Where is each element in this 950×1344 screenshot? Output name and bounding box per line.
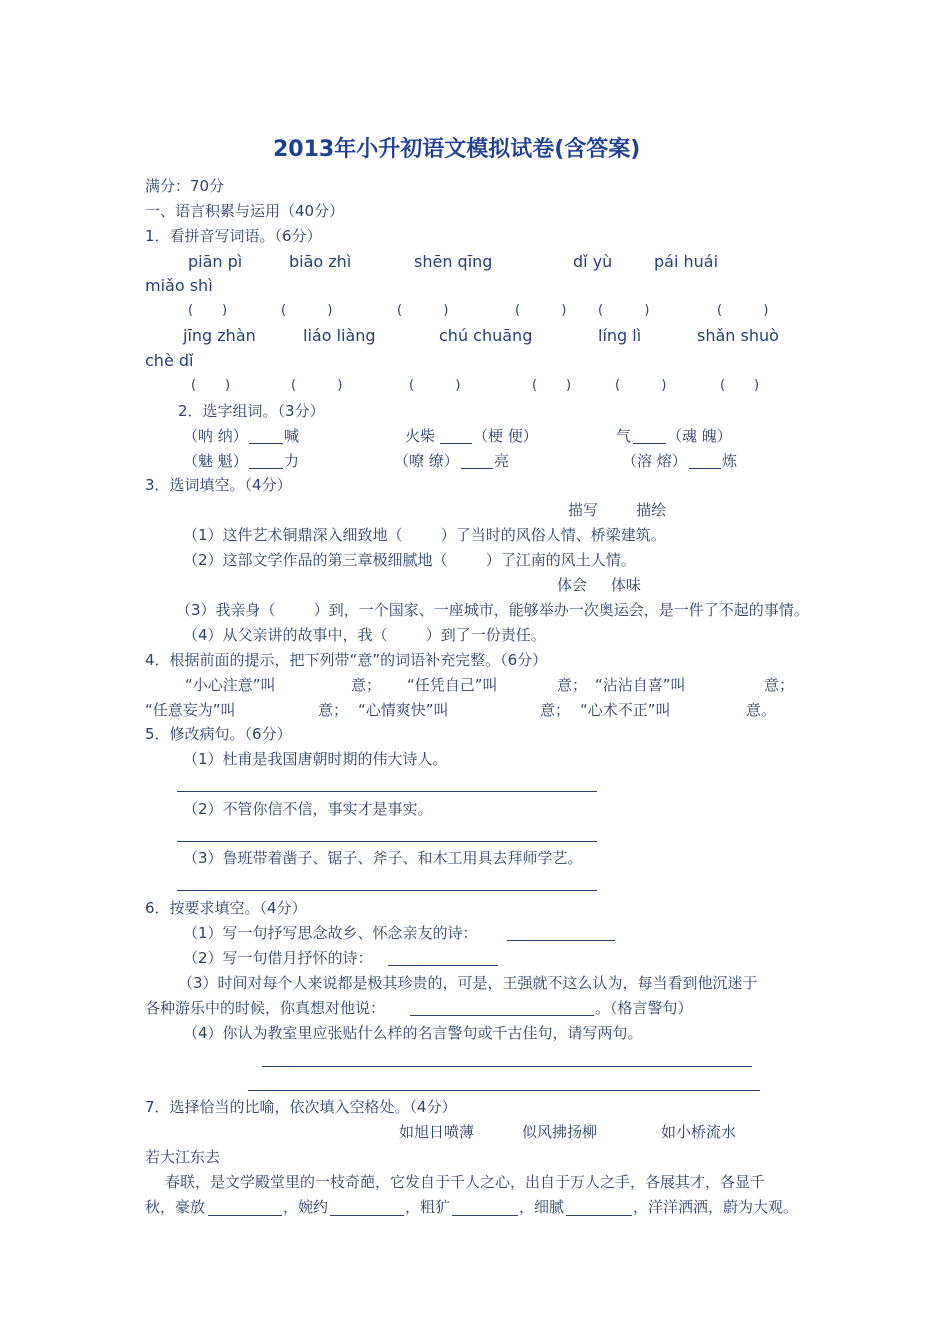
word-choices: 体会 体味	[557, 576, 641, 594]
choice-options: （溶 熔）	[622, 452, 687, 470]
word-part: 炼	[722, 452, 738, 470]
sentence: （4）从父亲讲的故事中，我（ ）到了一份责任。	[183, 626, 546, 644]
sentence: （1）写一句抒写思念故乡、怀念亲友的诗：	[183, 924, 478, 942]
word-choices: 描写 描绘	[568, 501, 667, 519]
full-score: 满分：70分	[145, 177, 225, 195]
fill-blank	[461, 468, 493, 469]
choice-options: （嘹 缭）	[394, 452, 459, 470]
pinyin: liáo liàng	[303, 326, 376, 345]
idiom-hint: “心术不正”叫	[580, 701, 671, 719]
answer-bracket: ( )	[188, 303, 228, 318]
fill-blank	[249, 443, 283, 444]
word-part: 亮	[494, 452, 510, 470]
choice-options: （魂 魄）	[667, 427, 732, 445]
pinyin: shǎn shuò	[697, 326, 779, 345]
question-heading: 6．按要求填空。（4分）	[145, 899, 307, 917]
fill-blank	[208, 1215, 282, 1216]
idiom-hint: “心情爽快”叫	[358, 701, 449, 719]
answer-bracket: ( )	[720, 378, 760, 393]
fill-blank	[452, 1215, 518, 1216]
pinyin: líng lì	[598, 326, 642, 345]
paragraph-line: 春联，是文学殿堂里的一枝奇葩，它发自于千人之心，出自于万人之手，各展其才，各显千	[165, 1173, 766, 1191]
word-part: 力	[284, 452, 300, 470]
choice-options: （呐 纳）	[183, 427, 248, 445]
answer-line	[262, 1066, 752, 1067]
paragraph-text: ，婉约	[283, 1198, 329, 1216]
sentence: 各种游乐中的时候，你真想对他说：	[145, 999, 386, 1017]
pinyin: jīng zhàn	[183, 326, 256, 345]
answer-bracket: ( )	[515, 303, 567, 318]
answer-bracket: ( )	[397, 303, 449, 318]
answer-line	[248, 1090, 760, 1091]
pinyin: pái huái	[654, 252, 719, 271]
fill-blank	[249, 468, 283, 469]
sentence: （1）这件艺术铜鼎深入细致地（ ）了当时的风俗人情、桥梁建筑。	[183, 526, 666, 544]
section-heading: 一、语言积累与运用（40分）	[145, 202, 345, 220]
answer-bracket: ( )	[291, 378, 343, 393]
idiom-end: 意。	[746, 701, 777, 719]
answer-bracket: ( )	[409, 378, 461, 393]
pinyin: miǎo shì	[145, 276, 213, 295]
word-part: 喊	[284, 427, 300, 445]
question-heading: 2．选字组词。（3分）	[178, 402, 325, 420]
sentence: （2）写一句借月抒怀的诗：	[183, 949, 373, 967]
question-heading: 7．选择恰当的比喻，依次填入空格处。（4分）	[145, 1098, 457, 1116]
answer-bracket: ( )	[598, 303, 650, 318]
idiom-end: 意；	[557, 676, 588, 694]
choice-options: （梗 便）	[473, 427, 538, 445]
word-part: 气	[616, 427, 632, 445]
sentence: （2）不管你信不信，事实才是事实。	[183, 800, 433, 818]
question-heading: 5．修改病句。（6分）	[145, 725, 292, 743]
metaphor-option: 如旭日喷薄	[399, 1123, 475, 1141]
pinyin: shēn qīng	[414, 252, 493, 271]
fill-blank	[633, 443, 666, 444]
sentence: （3）鲁班带着凿子、锯子、斧子、和木工用具去拜师学艺。	[183, 849, 583, 867]
idiom-hint: “小心注意”叫	[185, 676, 276, 694]
sentence: （3）时间对每个人来说都是极其珍贵的，可是，王强就不这么认为，每当看到他沉迷于	[178, 974, 758, 992]
paragraph-text: ，洋洋洒洒，蔚为大观。	[633, 1198, 799, 1216]
pinyin: biāo zhì	[289, 252, 352, 271]
idiom-hint: “沾沾自喜”叫	[595, 676, 686, 694]
pinyin: chú chuāng	[439, 326, 533, 345]
question-heading: 3．选词填空。（4分）	[145, 476, 292, 494]
fill-blank	[330, 1215, 404, 1216]
sentence: （1）杜甫是我国唐朝时期的伟大诗人。	[183, 750, 448, 768]
paragraph-text: ，粗犷	[405, 1198, 451, 1216]
answer-bracket: ( )	[532, 378, 572, 393]
idiom-end: 意；	[351, 676, 382, 694]
paragraph-text: ，细腻	[519, 1198, 565, 1216]
answer-line	[177, 841, 597, 842]
idiom-end: 意；	[540, 701, 571, 719]
answer-bracket: ( )	[281, 303, 333, 318]
sentence: （3）我亲身（ ）到，一个国家、一座城市，能够举办一次奥运会，是一件了不起的事情。	[176, 601, 809, 619]
pinyin: piān pì	[188, 252, 243, 271]
fill-blank	[507, 940, 615, 941]
answer-bracket: ( )	[191, 378, 231, 393]
question-heading: 1．看拼音写词语。（6分）	[145, 227, 322, 245]
word-part: 火柴	[405, 427, 436, 445]
sentence: 。（格言警句）	[595, 999, 693, 1017]
idiom-hint: “任凭自己”叫	[407, 676, 498, 694]
fill-blank	[410, 1015, 594, 1016]
choice-options: （魅 魁）	[183, 452, 248, 470]
answer-bracket: ( )	[717, 303, 769, 318]
fill-blank	[388, 965, 498, 966]
answer-line	[177, 791, 597, 792]
metaphor-option: 似风拂扬柳	[522, 1123, 598, 1141]
sentence: （4）你认为教室里应张贴什么样的名言警句或千古佳句，请写两句。	[183, 1024, 643, 1042]
answer-bracket: ( )	[615, 378, 667, 393]
page-title: 2013年小升初语文模拟试卷(含答案)	[273, 137, 641, 162]
idiom-end: 意；	[318, 701, 349, 719]
sentence: （2）这部文学作品的第三章极细腻地（ ）了江南的风土人情。	[183, 551, 636, 569]
metaphor-option: 若大江东去	[145, 1148, 221, 1166]
pinyin: dǐ yù	[573, 252, 613, 271]
fill-blank	[566, 1215, 632, 1216]
paragraph-text: 秋，豪放	[145, 1198, 206, 1216]
answer-line	[177, 890, 597, 891]
idiom-end: 意；	[764, 676, 795, 694]
question-heading: 4．根据前面的提示，把下列带“意”的词语补充完整。（6分）	[145, 651, 548, 669]
pinyin: chè dǐ	[145, 351, 194, 370]
idiom-hint: “任意妄为”叫	[145, 701, 236, 719]
fill-blank	[440, 443, 472, 444]
metaphor-option: 如小桥流水	[661, 1123, 737, 1141]
fill-blank	[689, 468, 721, 469]
